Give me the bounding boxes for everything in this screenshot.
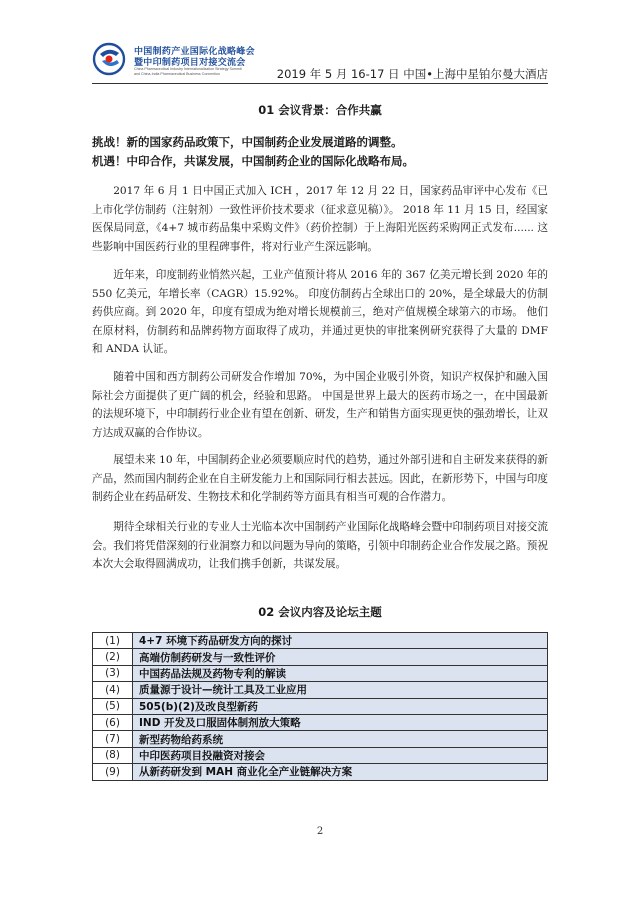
topic-text: 505(b)(2)及改良型新药: [133, 698, 548, 714]
org-name-cn-line2: 暨中印制药项目对接交流会: [134, 58, 246, 68]
topic-text: 中国药品法规及药物专利的解读: [133, 665, 548, 681]
paragraph-invitation: 期待全球相关行业的专业人士光临本次中国制药产业国际化战略峰会暨中印制药项目对接交流会。我们将凭借深刻的行业洞察力和以问题为导向的策略，引领中印制药企业合作发展之路。预祝本次大会取得圆满成功，让我们携手创新，共谋发展。: [92, 521, 548, 571]
page-header: [92, 40, 548, 82]
topic-number: (5): [93, 698, 133, 714]
highlight-challenge: 挑战！新的国家药品政策下，中国制药企业发展道路的调整。: [92, 135, 403, 149]
topic-text: 质量源于设计—统计工具及工业应用: [133, 682, 548, 698]
topics-table: [92, 632, 548, 781]
table-row: [93, 714, 548, 730]
topic-number: (2): [93, 649, 133, 665]
header-divider: [92, 83, 548, 84]
topic-number: (6): [93, 714, 133, 730]
table-row: [93, 698, 548, 714]
highlight-opportunity: 机遇！中印合作，共谋发展，中国制药企业的国际化战略布局。: [92, 154, 414, 168]
table-row: [93, 731, 548, 747]
table-row: [93, 649, 548, 665]
table-row: [93, 682, 548, 698]
org-name-en-line2: and China-India Pharmaceutical Business Convention: [134, 71, 220, 76]
topic-number: (8): [93, 747, 133, 763]
paragraph-outlook: 展望未来 10 年，中国制药企业必须要顺应时代的趋势，通过外部引进和自主研发来获得的新产品，然而国内制药企业在自主研发能力上和国际同行相去甚远。因此，在新形势下，中国与印度制药企业在药品研发、生物技术和化学制药等方面具有相当可观的合作潜力。: [92, 454, 548, 504]
topic-text: IND 开发及口服固体制剂放大策略: [133, 714, 548, 730]
topic-text: 从新药研发到 MAH 商业化全产业链解决方案: [133, 764, 548, 780]
table-row: [93, 665, 548, 681]
event-date-location: 2019 年 5 月 16-17 日 中国•上海中星铂尔曼大酒店: [276, 67, 548, 81]
topic-text: 中印医药项目投融资对接会: [133, 747, 548, 763]
topic-text: 高端仿制药研发与一致性评价: [133, 649, 548, 665]
section1-title: 01 会议背景：合作共赢: [258, 103, 382, 117]
org-name-cn-line1: 中国制药产业国际化战略峰会: [134, 47, 255, 57]
page-number: 2: [316, 826, 324, 837]
topic-number: (3): [93, 665, 133, 681]
paragraph-ich: 2017 年 6 月 1 日中国正式加入 ICH ，2017 年 12 月 22 日，国家药品审评中心发布《已上市化学仿制药（注射剂）一致性评价技术要求（征求意见稿）》。 2018 年 11 月 15 日，经国家医保局同意，《4+7 城市药品集中采购文件》（药价控制）于上海阳光医药采购网正式发布...... 这些影响中国医药行业的里程碑事件，将对行业产生深远影响。: [92, 185, 548, 253]
paragraph-india-pharma: 近年来，印度制药业悄然兴起，工业产值预计将从 2016 年的 367 亿美元增长到 2020 年的 550 亿美元，年增长率（CAGR）15.92%。 印度仿制药占全球出口的 20%，是全球最大的仿制药供应商。到 2020 年，印度有望成为绝对增长规模前三，绝对产值规模全球第六的市场。 他们在原材料，仿制药和品牌药物方面取得了成功，并通过更快的审批案例研究获得了大量的 DMF 和 ANDA 认证。: [92, 269, 548, 356]
topic-number: (4): [93, 682, 133, 698]
topic-number: (7): [93, 731, 133, 747]
topic-text: 新型药物给药系统: [133, 731, 548, 747]
topic-number: (1): [93, 633, 133, 649]
topic-text: 4+7 环境下药品研发方向的探讨: [133, 633, 548, 649]
paragraph-cooperation: 随着中国和西方制药公司研发合作增加 70%，为中国企业吸引外资，知识产权保护和融入国际社会方面提供了更广阔的机会，经验和思路。 中国是世界上最大的医药市场之一，在中国最新的法规环境下，中印制药行业企业有望在创新、研发，生产和销售方面实现更快的强劲增长，让双方达成双赢的合作协议。: [92, 371, 548, 439]
table-row: [93, 747, 548, 763]
table-row: [93, 764, 548, 780]
summit-logo-icon: [92, 42, 130, 76]
section2-title: 02 会议内容及论坛主题: [258, 605, 382, 619]
table-row: [93, 633, 548, 649]
org-name-en-line1: China Pharmaceutical Industry Internationalization Strategy Summit: [134, 67, 242, 71]
topic-number: (9): [93, 764, 133, 780]
